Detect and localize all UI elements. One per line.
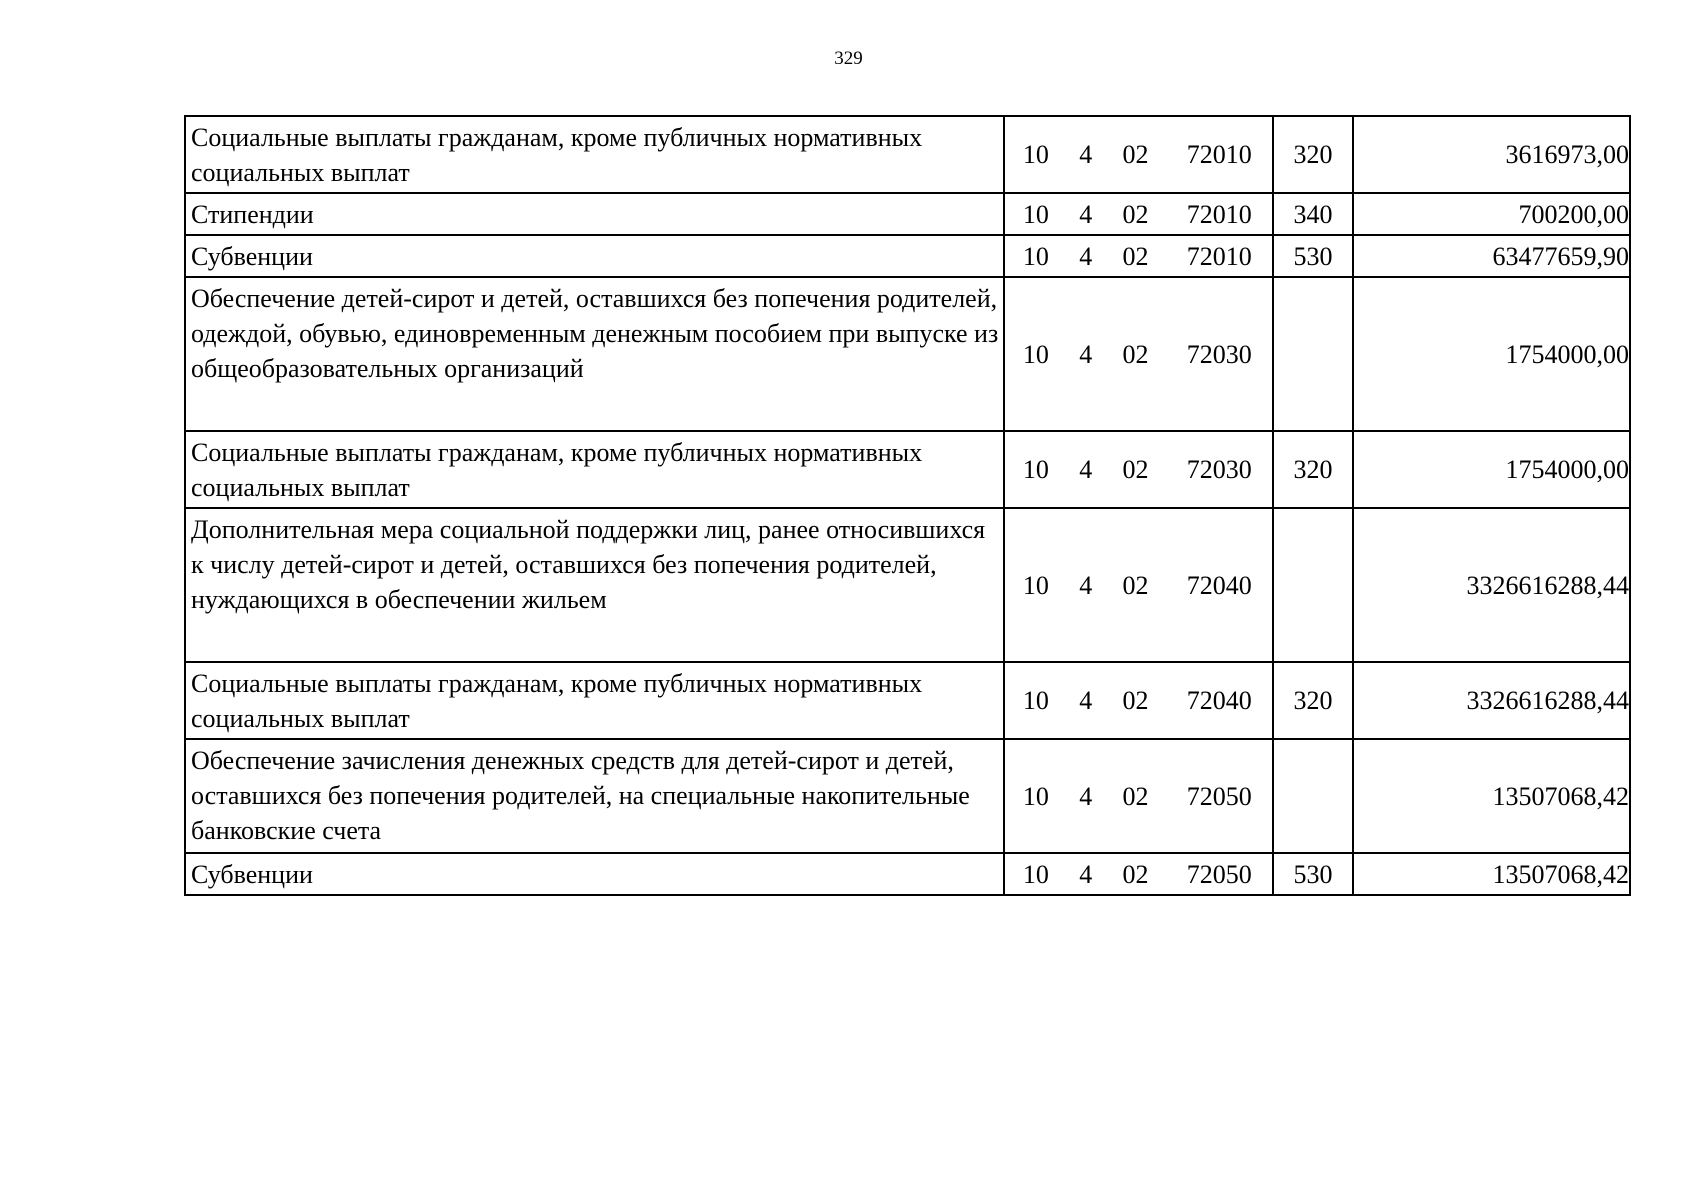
direction-code: 72010 bbox=[1186, 199, 1252, 229]
program-code: 4 bbox=[1079, 140, 1093, 169]
expense-type-cell bbox=[1273, 508, 1353, 662]
section-code: 10 bbox=[1022, 859, 1049, 889]
page-number: 329 bbox=[834, 48, 863, 69]
expense-name-cell: Стипендии bbox=[185, 193, 1004, 235]
code-cell bbox=[1004, 431, 1273, 508]
table-row bbox=[185, 431, 1630, 508]
code-cell bbox=[1004, 193, 1273, 235]
table-row bbox=[185, 116, 1630, 193]
expense-type-cell: 320 bbox=[1273, 116, 1353, 193]
section-code: 10 bbox=[1022, 570, 1049, 600]
subprogram-code: 02 bbox=[1122, 781, 1149, 811]
program-code: 4 bbox=[1079, 339, 1093, 369]
amount-cell: 63477659,90 bbox=[1353, 235, 1630, 277]
code-cell bbox=[1004, 235, 1273, 277]
code-cell bbox=[1004, 508, 1273, 662]
direction-code: 72040 bbox=[1186, 686, 1252, 715]
amount-cell: 3616973,00 bbox=[1353, 116, 1630, 193]
subprogram-code: 02 bbox=[1122, 686, 1149, 715]
program-code: 4 bbox=[1079, 570, 1093, 600]
direction-code: 72010 bbox=[1186, 241, 1252, 271]
subprogram-code: 02 bbox=[1122, 455, 1149, 484]
program-code: 4 bbox=[1079, 241, 1093, 271]
code-cell bbox=[1004, 853, 1273, 895]
expense-type-cell: 320 bbox=[1273, 662, 1353, 739]
expense-type-cell: 320 bbox=[1273, 431, 1353, 508]
expense-type-cell bbox=[1273, 739, 1353, 853]
table-row bbox=[185, 277, 1630, 431]
amount-cell: 1754000,00 bbox=[1353, 431, 1630, 508]
subprogram-code: 02 bbox=[1122, 140, 1149, 169]
code-cell bbox=[1004, 116, 1273, 193]
amount-cell: 700200,00 bbox=[1353, 193, 1630, 235]
budget-table bbox=[184, 115, 1631, 896]
direction-code: 72010 bbox=[1186, 140, 1252, 169]
expense-name-cell: Обеспечение детей-сирот и детей, оставшихся без попечения родителей, одеждой, обувью, единовременным денежным пособием при выпуске из общеобразовательных организаций bbox=[185, 277, 1004, 431]
table-row bbox=[185, 508, 1630, 662]
program-code: 4 bbox=[1079, 686, 1093, 715]
code-cell bbox=[1004, 662, 1273, 739]
program-code: 4 bbox=[1079, 781, 1093, 811]
section-code: 10 bbox=[1022, 455, 1049, 484]
amount-cell: 13507068,42 bbox=[1353, 853, 1630, 895]
expense-type-cell: 530 bbox=[1273, 853, 1353, 895]
expense-name-cell: Социальные выплаты гражданам, кроме публичных нормативных социальных выплат bbox=[185, 662, 1004, 739]
direction-code: 72030 bbox=[1186, 455, 1252, 484]
code-cell bbox=[1004, 739, 1273, 853]
expense-name-cell: Социальные выплаты гражданам, кроме публичных нормативных социальных выплат bbox=[185, 431, 1004, 508]
section-code: 10 bbox=[1022, 339, 1049, 369]
subprogram-code: 02 bbox=[1122, 241, 1149, 271]
subprogram-code: 02 bbox=[1122, 570, 1149, 600]
subprogram-code: 02 bbox=[1122, 199, 1149, 229]
program-code: 4 bbox=[1079, 859, 1093, 889]
section-code: 10 bbox=[1022, 140, 1049, 169]
expense-type-cell: 530 bbox=[1273, 235, 1353, 277]
expense-name-cell: Субвенции bbox=[185, 235, 1004, 277]
program-code: 4 bbox=[1079, 199, 1093, 229]
section-code: 10 bbox=[1022, 781, 1049, 811]
amount-cell: 3326616288,44 bbox=[1353, 662, 1630, 739]
expense-name-cell: Обеспечение зачисления денежных средств для детей-сирот и детей, оставшихся без попечения родителей, на специальные накопительные банковские счета bbox=[185, 739, 1004, 853]
direction-code: 72050 bbox=[1186, 859, 1252, 889]
direction-code: 72050 bbox=[1186, 781, 1252, 811]
section-code: 10 bbox=[1022, 199, 1049, 229]
section-code: 10 bbox=[1022, 241, 1049, 271]
expense-type-cell bbox=[1273, 277, 1353, 431]
subprogram-code: 02 bbox=[1122, 339, 1149, 369]
direction-code: 72030 bbox=[1186, 339, 1252, 369]
amount-cell: 1754000,00 bbox=[1353, 277, 1630, 431]
section-code: 10 bbox=[1022, 686, 1049, 715]
amount-cell: 3326616288,44 bbox=[1353, 508, 1630, 662]
expense-name-cell: Социальные выплаты гражданам, кроме публичных нормативных социальных выплат bbox=[185, 116, 1004, 193]
code-cell bbox=[1004, 277, 1273, 431]
expense-type-cell: 340 bbox=[1273, 193, 1353, 235]
direction-code: 72040 bbox=[1186, 570, 1252, 600]
table-row bbox=[185, 662, 1630, 739]
expense-name-cell: Дополнительная мера социальной поддержки лиц, ранее относившихся к числу детей-сирот и детей, оставшихся без попечения родителей, нуждающихся в обеспечении жильем bbox=[185, 508, 1004, 662]
table-row bbox=[185, 193, 1630, 235]
amount-cell: 13507068,42 bbox=[1353, 739, 1630, 853]
subprogram-code: 02 bbox=[1122, 859, 1149, 889]
table-row bbox=[185, 739, 1630, 853]
expense-name-cell: Субвенции bbox=[185, 853, 1004, 895]
table-row bbox=[185, 235, 1630, 277]
program-code: 4 bbox=[1079, 455, 1093, 484]
table-row bbox=[185, 853, 1630, 895]
